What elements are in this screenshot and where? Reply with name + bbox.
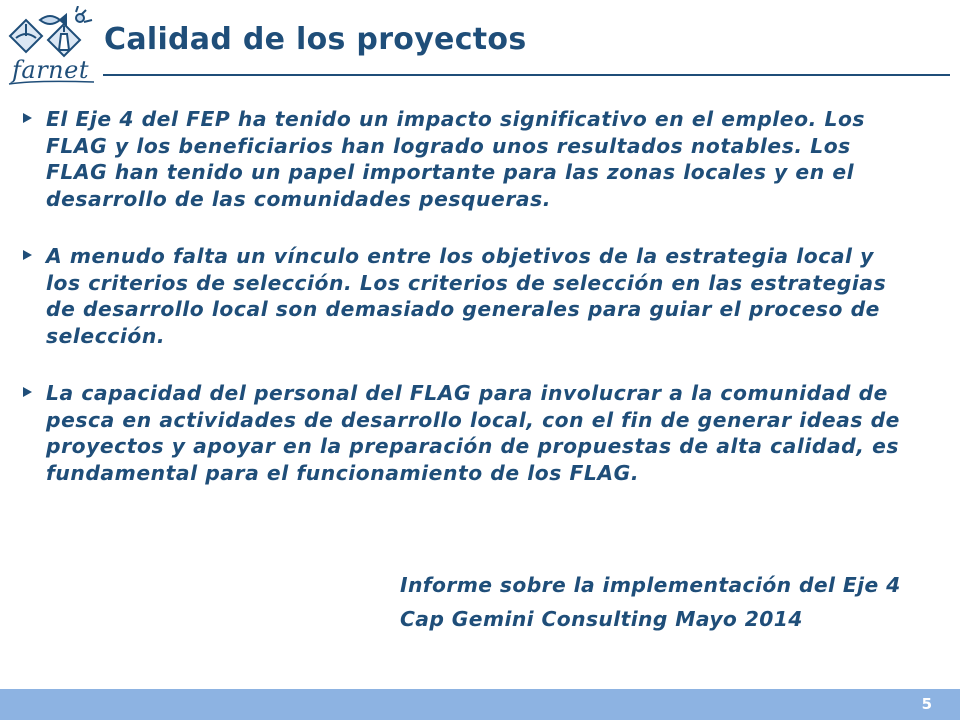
bullet-item xyxy=(18,243,948,349)
triangle-bullet-icon xyxy=(23,387,32,397)
bullet-line: fundamental para el funcionamiento de los FLAG. xyxy=(46,460,640,485)
page-title: Calidad de los proyectos xyxy=(104,22,527,57)
bullet-list xyxy=(18,106,948,517)
bullet-item xyxy=(18,106,948,212)
bullet-line: La capacidad del personal del FLAG para involucrar a la comunidad de xyxy=(46,381,888,405)
bullet-line: de desarrollo local son demasiado generales para guiar el proceso de xyxy=(46,297,880,321)
farnet-logo xyxy=(6,6,98,94)
bullet-line: El Eje 4 del FEP ha tenido un impacto significativo en el empleo. Los xyxy=(46,107,866,131)
triangle-bullet-icon xyxy=(23,113,32,123)
source-citation xyxy=(400,568,901,636)
farnet-logo-text: farnet xyxy=(12,56,89,84)
triangle-bullet-icon xyxy=(23,250,32,260)
bullet-text xyxy=(46,106,948,212)
page-number: 5 xyxy=(921,695,932,713)
bullet-line: A menudo falta un vínculo entre los objetivos de la estrategia local y xyxy=(46,244,874,268)
source-line: Informe sobre la implementación del Eje 4 xyxy=(400,573,901,597)
bullet-line: FLAG y los beneficiarios han logrado unos resultados notables. Los xyxy=(46,133,851,158)
bullet-line: FLAG han tenido un papel importante para las zonas locales y en el xyxy=(46,160,855,184)
footer-bar xyxy=(0,689,960,720)
title-divider xyxy=(103,74,950,76)
bullet-line: los criterios de selección. Los criterios de selección en las estrategias xyxy=(46,270,887,295)
bullet-text xyxy=(46,380,948,486)
source-line: Cap Gemini Consulting Mayo 2014 xyxy=(400,607,803,631)
bullet-line: pesca en actividades de desarrollo local, con el fin de generar ideas de xyxy=(46,407,900,432)
bullet-line: desarrollo de las comunidades pesqueras. xyxy=(46,186,552,211)
bullet-line: proyectos y apoyar en la preparación de propuestas de alta calidad, es xyxy=(46,434,900,458)
bullet-text xyxy=(46,243,948,349)
bullet-line: selección. xyxy=(46,323,166,348)
bullet-item xyxy=(18,380,948,486)
